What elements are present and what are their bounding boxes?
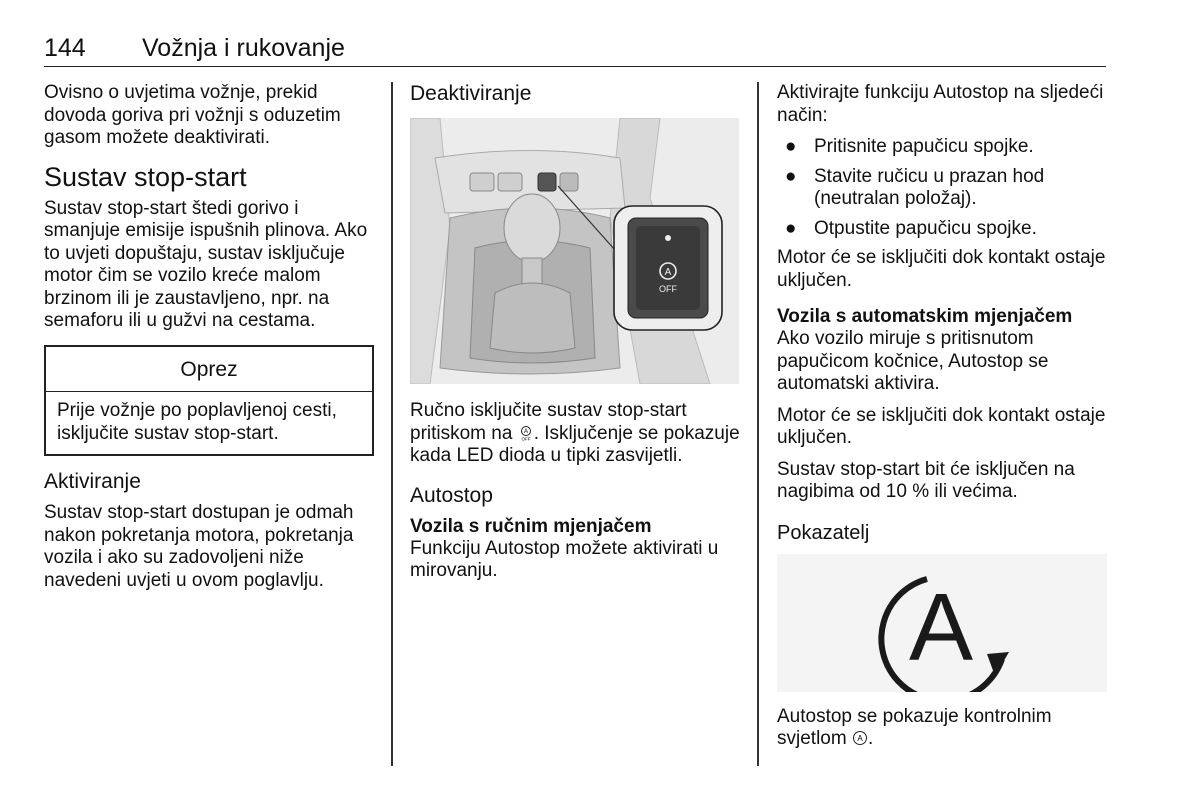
- section-title: Vožnja i rukovanje: [142, 34, 345, 62]
- list-item: ● Otpustite papučicu spojke.: [785, 217, 1037, 239]
- svg-text:A: A: [857, 734, 863, 743]
- autostop-indicator-figure: [777, 554, 1107, 692]
- column-divider: [757, 82, 759, 766]
- indicator-heading: Pokazatelj: [777, 521, 870, 544]
- activation-paragraph: Sustav stop-start dostupan je odmah nakon pokretanja motora, pokretanja vozila i ako su zadovoljeni niže navedeni uvjeti u ovom poglavlju.: [44, 502, 354, 591]
- caution-box: [44, 345, 374, 457]
- svg-text:OFF: OFF: [521, 436, 531, 441]
- deactivation-heading: Deaktiviranje: [410, 82, 532, 105]
- svg-text:A: A: [664, 267, 672, 278]
- svg-text:A: A: [523, 428, 528, 435]
- indicator-letter: A: [908, 573, 974, 681]
- automatic-transmission-heading: Vozila s automatskim mjenjačem: [777, 306, 1073, 327]
- column-left: [44, 82, 374, 601]
- deactivation-paragraph: Ručno isključite sustav stop-start pritiskom na A OFF . Isključenje se pokazuje kada LED dioda u tipki zasvijetli.: [410, 400, 740, 466]
- column-divider: [391, 82, 393, 766]
- manual-transmission-heading: Vozila s ručnim mjenjačem: [410, 515, 652, 537]
- automatic-transmission-paragraph: Ako vozilo miruje s pritisnutom papučicom kočnice, Autostop se automatski aktivira.: [777, 328, 1049, 394]
- column-middle: [410, 82, 740, 592]
- stop-start-heading: Sustav stop-start: [44, 161, 247, 192]
- slope-paragraph: Sustav stop-start bit će isključen na nagibima od 10 % ili većima.: [777, 458, 1075, 502]
- engine-off-paragraph: Motor će se isključiti dok kontakt ostaje uključen.: [777, 247, 1106, 291]
- list-item: ● Pritisnite papučicu spojke.: [785, 136, 1034, 157]
- autostop-icon: [852, 730, 868, 746]
- autostop-heading: Autostop: [410, 483, 493, 507]
- stop-start-off-icon: [518, 425, 534, 441]
- manual-transmission-paragraph: Funkciju Autostop možete aktivirati u mirovanju.: [410, 537, 719, 581]
- console-figure: [410, 118, 739, 384]
- caution-title: Oprez: [46, 347, 372, 393]
- off-label: OFF: [659, 284, 677, 294]
- activation-steps-intro: Aktivirajte funkciju Autostop na sljedeći način:: [777, 82, 1104, 126]
- activation-heading: Aktiviranje: [44, 470, 141, 493]
- indicator-paragraph: Autostop se pokazuje kontrolnim svjetlom A .: [777, 705, 1052, 749]
- column-right: [777, 82, 1107, 760]
- page-header: [44, 34, 1106, 67]
- engine-off-paragraph-2: Motor će se isključiti dok kontakt ostaje uključen.: [777, 404, 1106, 448]
- stop-start-paragraph: Sustav stop-start štedi gorivo i smanjuje emisije ispušnih plinova. Ako to uvjeti dopuštaju, sustav isključuje motor čim se vozilo kreće malom brzinom ili je zaustavljeno, npr. na semaforu ili u gužvi na cestama.: [44, 197, 368, 331]
- intro-paragraph: Ovisno o uvjetima vožnje, prekid dovoda goriva pri vožnji s oduzetim gasom možete deaktivirati.: [44, 82, 341, 148]
- list-item: ● Stavite ručicu u prazan hod (neutralan položaj).: [785, 165, 1045, 209]
- page-number: 144: [44, 34, 86, 62]
- activation-steps-list: [777, 136, 1107, 240]
- caution-text: Prije vožnje po poplavljenoj cesti, isključite sustav stop-start.: [57, 400, 337, 444]
